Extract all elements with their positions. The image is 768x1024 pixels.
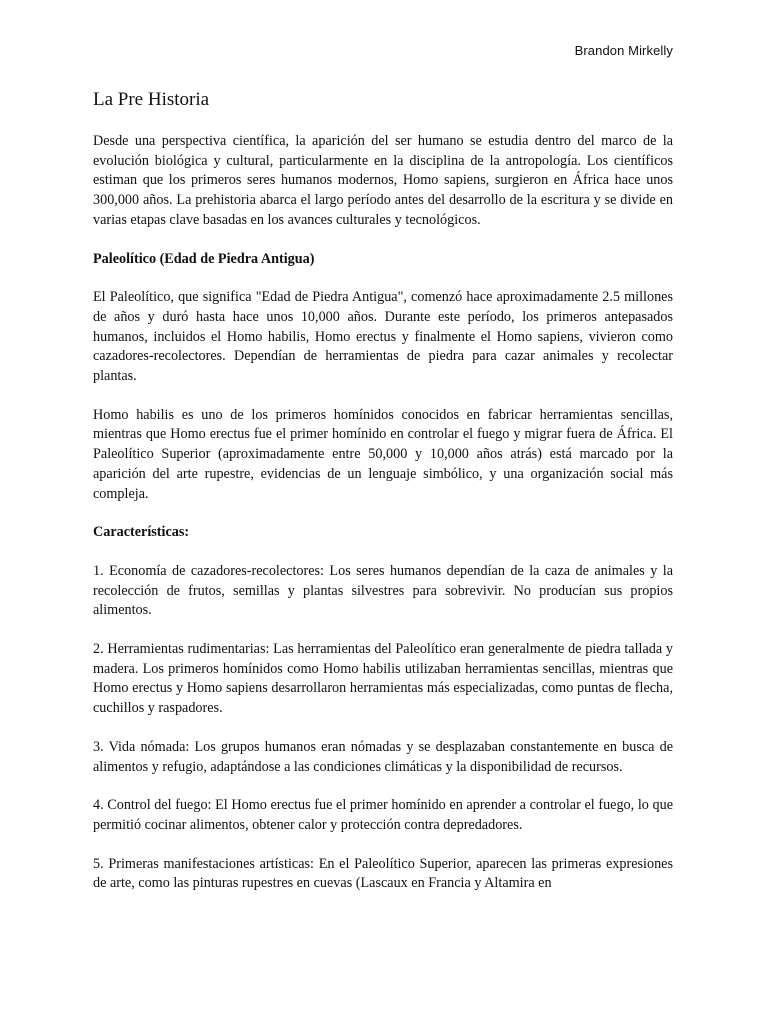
list-item: 2. Herramientas rudimentarias: Las herramientas del Paleolítico eran generalmente de piedra tallada y madera. Los primeros homínidos como Homo habilis utilizaban herramientas sencillas, mientras que Homo erectus y Homo sapiens desarrollaron herramientas más especializadas, como puntas de flecha, cuchillos y raspadores. xyxy=(93,641,673,717)
section-paragraph-2: Homo habilis es uno de los primeros homínidos conocidos en fabricar herramientas sencillas, mientras que Homo erectus fue el primer homínido en controlar el fuego y migrar fuera de África. El Paleolítico Superior (aproximadamente entre 50,000 y 10,000 años atrás) está marcado por la aparición del arte rupestre, evidencias de un lenguaje simbólico, y una organización social más compleja. xyxy=(93,406,673,502)
section-heading: Paleolítico (Edad de Piedra Antigua) xyxy=(93,250,315,267)
list-item: 5. Primeras manifestaciones artísticas: En el Paleolítico Superior, aparecen las primeras expresiones de arte, como las pinturas rupestres en cuevas (Lascaux en Francia y Altamira en xyxy=(93,855,673,892)
characteristics-heading: Características: xyxy=(93,524,190,541)
list-item: 4. Control del fuego: El Homo erectus fue el primer homínido en aprender a controlar el fuego, lo que permitió cocinar alimentos, obtener calor y protección contra depredadores. xyxy=(93,797,673,833)
document-title: La Pre Historia xyxy=(93,89,210,110)
list-item: 3. Vida nómada: Los grupos humanos eran nómadas y se desplazaban constantemente en busca de alimentos y refugio, adaptándose a las condiciones climáticas y la disponibilidad de recursos. xyxy=(93,738,673,775)
list-item: 1. Economía de cazadores-recolectores: Los seres humanos dependían de la caza de animales y la recolección de frutos, semillas y plantas silvestres para sobrevivir. No producían sus propios alimentos. xyxy=(93,562,673,619)
section-paragraph-1: El Paleolítico, que significa "Edad de Piedra Antigua", comenzó hace aproximadamente 2.5 millones de años y duró hasta hace unos 10,000 años. Durante este período, los primeros antepasados humanos, incluidos el Homo habilis, Homo erectus y finalmente el Homo sapiens, vivieron como cazadores-recolectores. Dependían de herramientas de piedra para cazar animales y recolectar plantas. xyxy=(93,289,673,385)
document-body xyxy=(93,88,673,894)
header-author: Brandon Mirkelly xyxy=(574,43,673,58)
intro-paragraph: Desde una perspectiva científica, la aparición del ser humano se estudia dentro del marco de la evolución biológica y cultural, particularmente en la disciplina de la antropología. Los científicos estiman que los primeros seres humanos modernos, Homo sapiens, surgieron en África hace unos 300,000 años. La prehistoria abarca el largo período antes del desarrollo de la escritura y se divide en varias etapas clave basadas en los avances culturales y tecnológicos. xyxy=(93,133,673,228)
